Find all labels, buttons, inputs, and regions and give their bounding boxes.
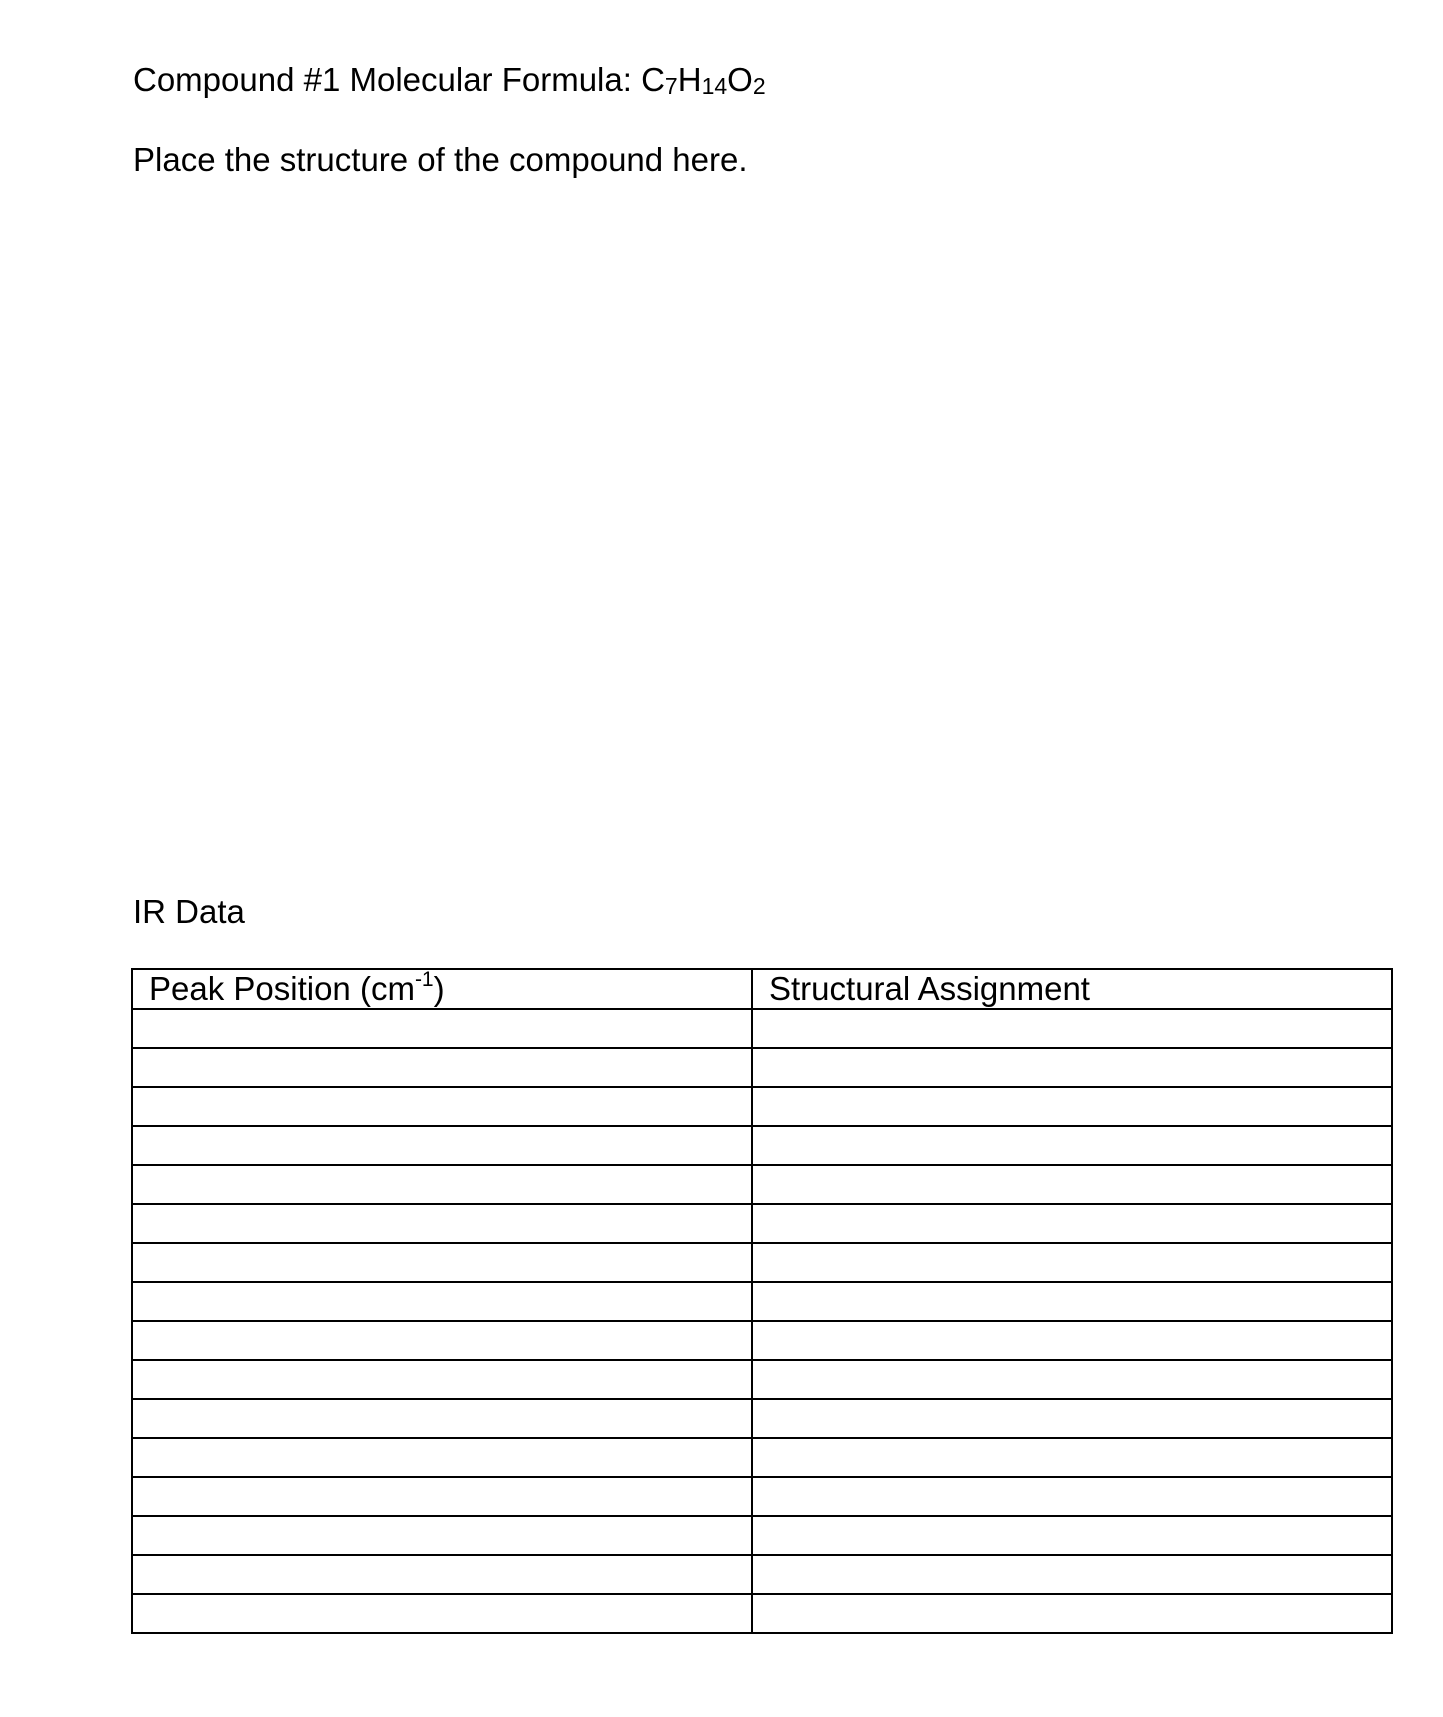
table-header-row bbox=[132, 969, 1392, 1009]
table-row bbox=[132, 1594, 1392, 1633]
structure-drawing-area[interactable] bbox=[133, 200, 1373, 860]
table-row bbox=[132, 1087, 1392, 1126]
structural-assignment-cell[interactable] bbox=[752, 1438, 1392, 1477]
structural-assignment-cell[interactable] bbox=[752, 1555, 1392, 1594]
table-row bbox=[132, 1477, 1392, 1516]
peak-position-cell[interactable] bbox=[132, 1399, 752, 1438]
peak-position-cell[interactable] bbox=[132, 1165, 752, 1204]
ir-data-table bbox=[131, 968, 1393, 1634]
structural-assignment-cell[interactable] bbox=[752, 1516, 1392, 1555]
formula-subscript-c: 7 bbox=[664, 73, 678, 99]
structural-assignment-cell[interactable] bbox=[752, 1087, 1392, 1126]
table-row bbox=[132, 1438, 1392, 1477]
column-header-peak-position bbox=[132, 969, 752, 1009]
structural-assignment-cell[interactable] bbox=[752, 1243, 1392, 1282]
table-row bbox=[132, 1048, 1392, 1087]
ir-table-body bbox=[132, 1009, 1392, 1633]
column-header-structural-assignment: Structural Assignment bbox=[752, 969, 1392, 1009]
structural-assignment-cell[interactable] bbox=[752, 1009, 1392, 1048]
peak-position-cell[interactable] bbox=[132, 1243, 752, 1282]
peak-position-cell[interactable] bbox=[132, 1048, 752, 1087]
peak-position-cell[interactable] bbox=[132, 1477, 752, 1516]
unit-superscript: -1 bbox=[414, 968, 434, 991]
structural-assignment-cell[interactable] bbox=[752, 1594, 1392, 1633]
table-row bbox=[132, 1243, 1392, 1282]
peak-position-label: Peak Position (cm bbox=[149, 970, 415, 1007]
ir-data-title: IR Data bbox=[133, 893, 245, 930]
table-row bbox=[132, 1399, 1392, 1438]
structural-assignment-cell[interactable] bbox=[752, 1048, 1392, 1087]
peak-position-cell[interactable] bbox=[132, 1555, 752, 1594]
peak-position-cell[interactable] bbox=[132, 1321, 752, 1360]
table-row bbox=[132, 1126, 1392, 1165]
structural-assignment-cell[interactable] bbox=[752, 1321, 1392, 1360]
formula-element-h: H bbox=[677, 61, 702, 98]
structural-assignment-cell[interactable] bbox=[752, 1126, 1392, 1165]
structural-assignment-cell[interactable] bbox=[752, 1477, 1392, 1516]
table-row bbox=[132, 1165, 1392, 1204]
peak-position-cell[interactable] bbox=[132, 1204, 752, 1243]
table-row bbox=[132, 1282, 1392, 1321]
structural-assignment-cell[interactable] bbox=[752, 1204, 1392, 1243]
formula-element-c: C bbox=[641, 61, 665, 98]
peak-position-cell[interactable] bbox=[132, 1516, 752, 1555]
structural-assignment-cell[interactable] bbox=[752, 1282, 1392, 1321]
structural-assignment-cell[interactable] bbox=[752, 1360, 1392, 1399]
table-row bbox=[132, 1516, 1392, 1555]
compound-formula-heading bbox=[133, 58, 766, 105]
table-row bbox=[132, 1555, 1392, 1594]
structural-assignment-cell[interactable] bbox=[752, 1399, 1392, 1438]
formula-subscript-o: 2 bbox=[752, 73, 766, 99]
peak-position-cell[interactable] bbox=[132, 1282, 752, 1321]
peak-position-cell[interactable] bbox=[132, 1594, 752, 1633]
formula-element-o: O bbox=[727, 61, 753, 98]
formula-prefix: Compound #1 Molecular Formula: bbox=[133, 61, 642, 98]
table-row bbox=[132, 1360, 1392, 1399]
peak-position-cell[interactable] bbox=[132, 1009, 752, 1048]
peak-position-label-suffix: ) bbox=[433, 970, 445, 1007]
table-row bbox=[132, 1321, 1392, 1360]
peak-position-cell[interactable] bbox=[132, 1360, 752, 1399]
peak-position-cell[interactable] bbox=[132, 1087, 752, 1126]
formula-subscript-h: 14 bbox=[701, 73, 728, 99]
structure-instruction: Place the structure of the compound here. bbox=[133, 141, 748, 178]
structural-assignment-cell[interactable] bbox=[752, 1165, 1392, 1204]
peak-position-cell[interactable] bbox=[132, 1438, 752, 1477]
peak-position-cell[interactable] bbox=[132, 1126, 752, 1165]
table-row bbox=[132, 1009, 1392, 1048]
table-row bbox=[132, 1204, 1392, 1243]
